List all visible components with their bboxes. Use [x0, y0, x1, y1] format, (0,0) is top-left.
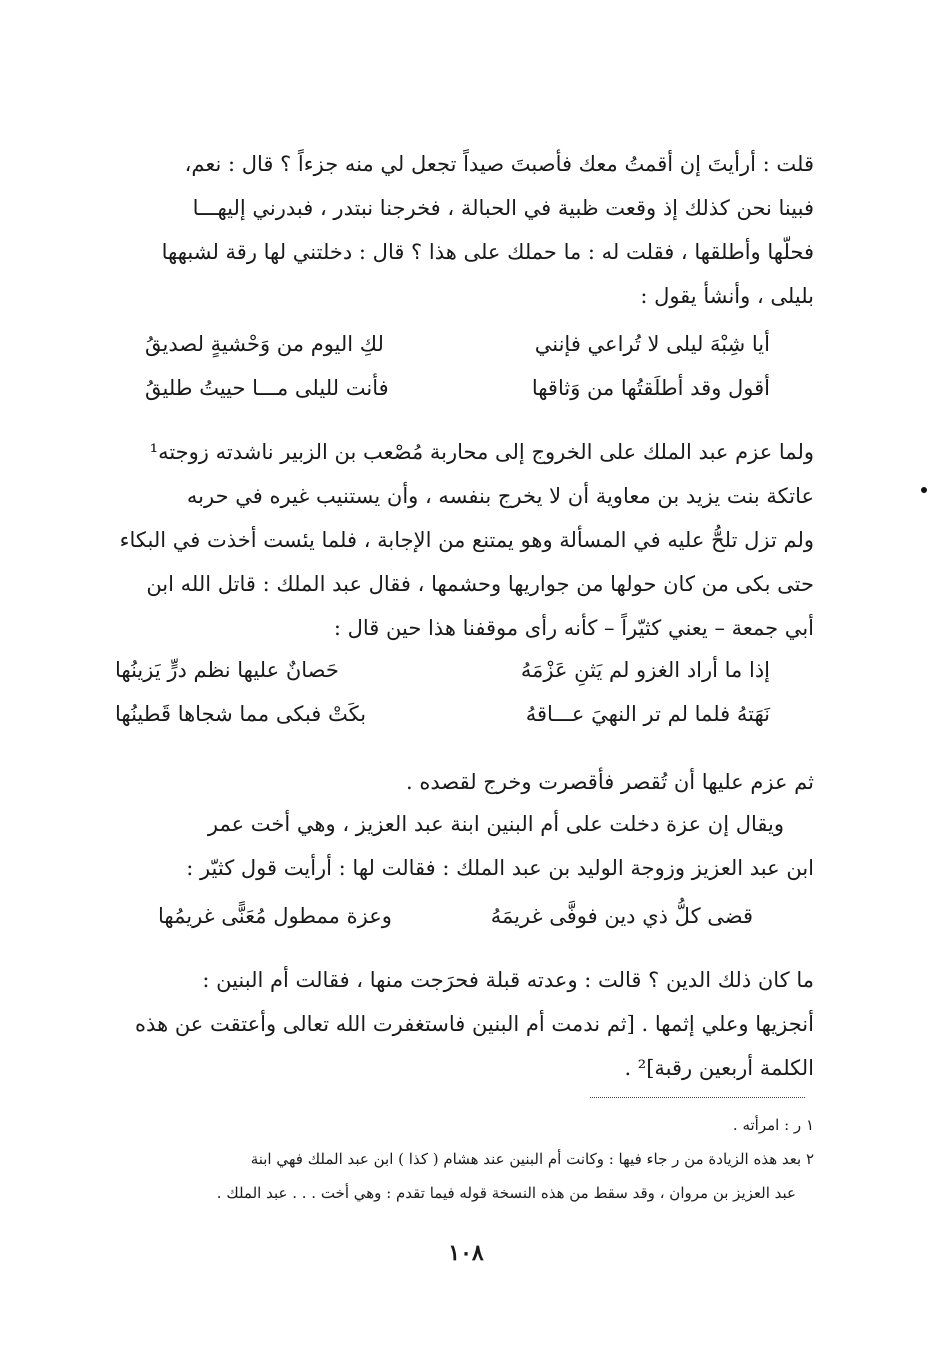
text-line: عاتكة بنت يزيد بن معاوية أن لا يخرج بنفسه ، وأن يستنيب غيره في حربه — [186, 484, 814, 508]
text-line: ابن عبد العزيز وزوجة الوليد بن عبد الملك : فقالت لها : أرأيت قول كثيّر : — [186, 856, 814, 880]
page-number: ١٠٨ — [448, 1240, 484, 1266]
footnotes — [108, 1108, 814, 1210]
verse-hemistich-first: أيا شِبْهَ ليلى لا تُراعي فإنني — [534, 332, 770, 356]
text-line: ويقال إن عزة دخلت على أم البنين ابنة عبد العزيز ، وهي أخت عمر — [207, 812, 784, 836]
paragraph-3 — [108, 760, 814, 804]
verse-block-1 — [145, 322, 770, 410]
text-line: حتى بكى من كان حولها من جواريها وحشمها ، فقال عبد الملك : قاتل الله ابن — [146, 572, 814, 596]
text-line: قلت : أرأيتَ إن أقمتُ معك فأصبتَ صيداً تجعل لي منه جزءاً ؟ قال : نعم، — [184, 152, 814, 176]
paragraph-4 — [108, 802, 814, 890]
verse-line — [145, 322, 770, 366]
text-line: ولم تزل تلحُّ عليه في المسألة وهو يمتنع من الإجابة ، فلما يئست أخذت في البكاء — [119, 528, 814, 552]
text-line: ولما عزم عبد الملك على الخروج إلى محاربة مُصْعب بن الزبير ناشدته زوجته¹ — [149, 440, 814, 464]
footnote-separator — [590, 1097, 805, 1098]
text-line: فحلّها وأطلقها ، فقلت له : ما حملك على هذا ؟ قال : دخلتني لها رقة لشبهها — [161, 240, 814, 264]
verse-hemistich-second: لكِ اليوم من وَحْشيةٍ لصديقُ — [145, 332, 384, 356]
verse-hemistich-first: نَهَتهُ فلما لم تر النهيَ عـــاقهُ — [525, 702, 770, 726]
paragraph-5 — [108, 958, 814, 1090]
verse-hemistich-first: أقول وقد أطلَقتُها من وَثاقها — [531, 376, 770, 400]
verse-line — [145, 366, 770, 410]
text-line: فبينا نحن كذلك إذ وقعت ظبية في الحبالة ، فخرجنا نبتدر ، فبدرني إليهـــا — [192, 196, 814, 220]
verse-line — [158, 894, 753, 938]
verse-block-3 — [158, 894, 753, 938]
verse-hemistich-second: بكَتْ فبكى مما شجاها قَطينُها — [115, 702, 367, 726]
verse-block-2 — [115, 648, 770, 736]
paragraph-2 — [108, 430, 814, 650]
text-line: ما كان ذلك الدين ؟ قالت : وعدته قبلة فحرَجت منها ، فقالت أم البنين : — [202, 968, 814, 992]
verse-hemistich-second: فأنت لليلى مـــا حييتُ طليقُ — [145, 376, 389, 400]
text-line: ثم عزم عليها أن تُقصر فأقصرت وخرج لقصده . — [405, 770, 814, 794]
footnote-2: ٢ بعد هذه الزيادة من ر جاء فيها : وكانت أم البنين عند هشام ( كذا ) ابن عبد الملك فهي ابنة — [250, 1150, 814, 1168]
text-line: بليلى ، وأنشأ يقول : — [640, 284, 814, 308]
verse-line — [115, 648, 770, 692]
verse-hemistich-second: حَصانٌ عليها نظم درٍّ يَزينُها — [115, 658, 339, 682]
margin-dot — [921, 487, 927, 493]
text-line: أنجزيها وعلي إثمها . [ثم ندمت أم البنين فاستغفرت الله تعالى وأعتقت عن هذه — [135, 1012, 814, 1036]
text-line: أبي جمعة – يعني كثيّراً – كأنه رأى موقفنا هذا حين قال : — [333, 616, 814, 640]
verse-hemistich-first: إذا ما أراد الغزو لم يَثنِ عَزْمَهُ — [520, 658, 770, 682]
paragraph-1 — [108, 142, 814, 318]
text-line: الكلمة أربعين رقبة]² . — [624, 1056, 814, 1080]
verse-hemistich-first: قضى كلُّ ذي دين فوفَّى غريمَهُ — [490, 904, 753, 928]
verse-hemistich-second: وعزة ممطول مُعَنًّى غريمُها — [158, 904, 392, 928]
footnote-2-continued: عبد العزيز بن مروان ، وقد سقط من هذه النسخة قوله فيما تقدم : وهي أخت . . . عبد الملك . — [216, 1184, 796, 1202]
verse-line — [115, 692, 770, 736]
footnote-1: ١ ر : امرأته . — [732, 1116, 814, 1134]
